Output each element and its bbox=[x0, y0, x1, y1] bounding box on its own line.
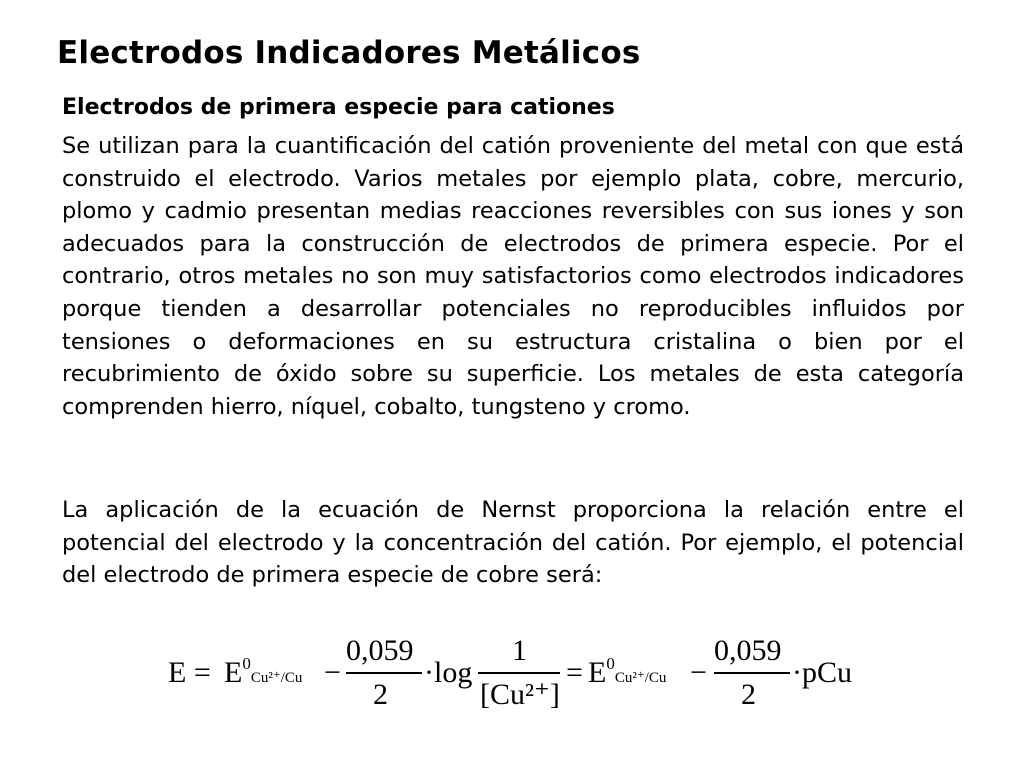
formula-log-fraction-bar bbox=[478, 672, 560, 674]
section-subtitle: Electrodos de primera especie para cationes bbox=[62, 95, 615, 120]
formula-minus-2: − bbox=[690, 656, 707, 689]
slide-title: Electrodos Indicadores Metálicos bbox=[57, 35, 641, 71]
formula-standard-potential: $E^0Cu^{2+}/Cu$ bbox=[224, 654, 303, 689]
formula-log-numerator: 1 bbox=[512, 634, 527, 667]
formula-lhs: E = bbox=[168, 656, 211, 689]
formula-fraction-bar bbox=[346, 672, 422, 674]
formula-standard-potential-2: $E^0Cu^{2+}/Cu$ bbox=[588, 654, 667, 689]
formula-minus: − bbox=[324, 656, 341, 689]
formula-log: ·log bbox=[424, 656, 473, 689]
formula-numerator-2: 0,059 bbox=[714, 634, 782, 667]
formula-denominator: 2 bbox=[373, 678, 388, 711]
paragraph-first-species-description: Se utilizan para la cuantificación del catión proveniente del metal con que está construido el electrodo. Varios metales por ejemplo plata, cobre, mercurio, plomo y cadmio presentan medias reacciones reversibles con sus iones y son adecuados para la construcción de electrodos de primera especie. Por el contrario, otros metales no son muy satisfactorios como electrodos indicadores porque tienden a desarrollar potenciales no reproducibles influidos por tensiones o deformaciones en su estructura cristalina o bien por el recubrimiento de óxido sobre su superficie. Los metales de esta categoría comprenden hierro, níquel, cobalto, tungsteno y cromo. bbox=[62, 133, 964, 420]
formula-fraction-bar-2 bbox=[714, 672, 790, 674]
formula-numerator: 0,059 bbox=[346, 634, 414, 667]
formula-pcu: ·pCu bbox=[792, 656, 852, 689]
formula-log-denominator: [Cu²⁺] bbox=[480, 678, 560, 711]
paragraph-nernst-application: La aplicación de la ecuación de Nernst proporciona la relación entre el potencial del electrodo y la concentración del catión. Por ejemplo, el potencial del electrodo de primera especie de cobre será: bbox=[62, 497, 964, 589]
formula-denominator-2: 2 bbox=[741, 678, 756, 711]
formula-equals-2: = bbox=[566, 656, 583, 689]
